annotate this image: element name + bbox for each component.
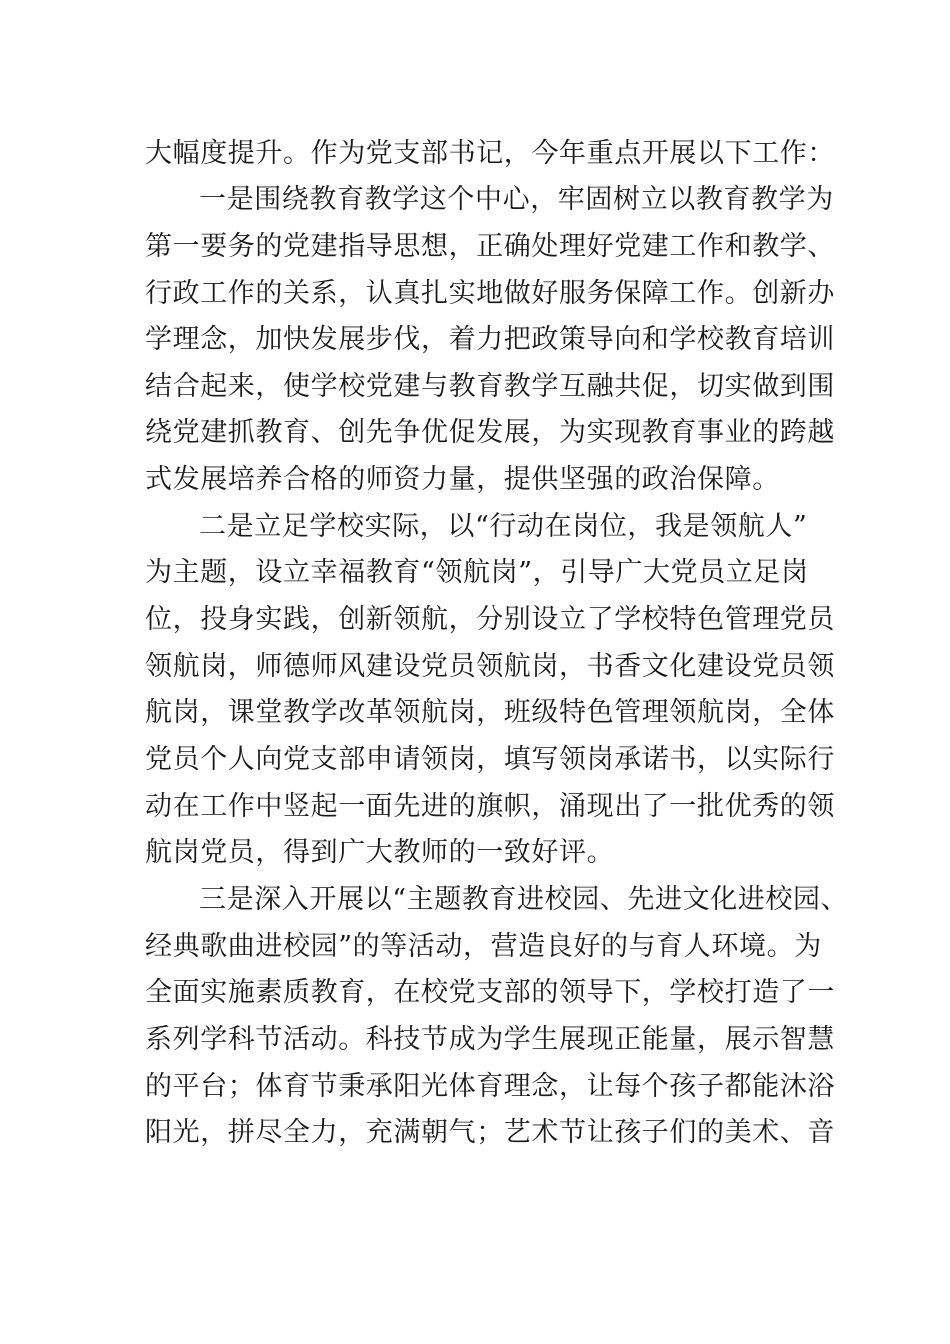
text-line: 位，投身实践，创新领航，分别设立了学校特色管理党员 — [145, 604, 835, 635]
text-line: 式发展培养合格的师资力量，提供坚强的政治保障。 — [145, 464, 780, 495]
text-line: 全面实施素质教育，在校党支部的领导下，学校打造了一 — [145, 977, 835, 1008]
paragraph-first-line: 一是围绕教育教学这个中心，牢固树立以教育教学为 — [199, 184, 834, 215]
text-line: 系列学科节活动。科技节成为学生展现正能量，展示智慧 — [145, 1024, 835, 1055]
text-line: 行政工作的关系，认真扎实地做好服务保障工作。创新办 — [145, 278, 835, 309]
text-line: 航岗党员，得到广大教师的一致好评。 — [145, 837, 615, 868]
text-line: 领航岗，师德师风建设党员领航岗，书香文化建设党员领 — [145, 651, 835, 682]
text-line: 结合起来，使学校党建与教育教学互融共促，切实做到围 — [145, 371, 835, 402]
text-line: 航岗，课堂教学改革领航岗，班级特色管理领航岗，全体 — [145, 697, 835, 728]
text-line: 经典歌曲进校园”的等活动，营造良好的与育人环境。为 — [145, 931, 822, 962]
paragraph-first-line: 三是深入开展以“主题教育进校园、先进文化进校园、 — [199, 884, 849, 915]
text-line: 为主题，设立幸福教育“领航岗”，引导广大党员立足岗 — [145, 557, 809, 588]
text-line: 大幅度提升。作为党支部书记，今年重点开展以下工作： — [145, 138, 835, 169]
text-line: 第一要务的党建指导思想，正确处理好党建工作和教学、 — [145, 231, 835, 262]
text-line: 动在工作中竖起一面先进的旗帜，涌现出了一批优秀的领 — [145, 791, 835, 822]
text-line: 绕党建抓教育、创先争优促发展，为实现教育事业的跨越 — [145, 417, 835, 448]
text-line: 学理念，加快发展步伐，着力把政策导向和学校教育培训 — [145, 324, 835, 355]
text-line: 党员个人向党支部申请领岗，填写领岗承诺书，以实际行 — [145, 744, 835, 775]
text-line: 阳光，拼尽全力，充满朝气；艺术节让孩子们的美术、音 — [145, 1117, 835, 1148]
text-line: 的平台；体育节秉承阳光体育理念，让每个孩子都能沐浴 — [145, 1071, 835, 1102]
paragraph-first-line: 二是立足学校实际，以“行动在岗位，我是领航人” — [199, 511, 808, 542]
